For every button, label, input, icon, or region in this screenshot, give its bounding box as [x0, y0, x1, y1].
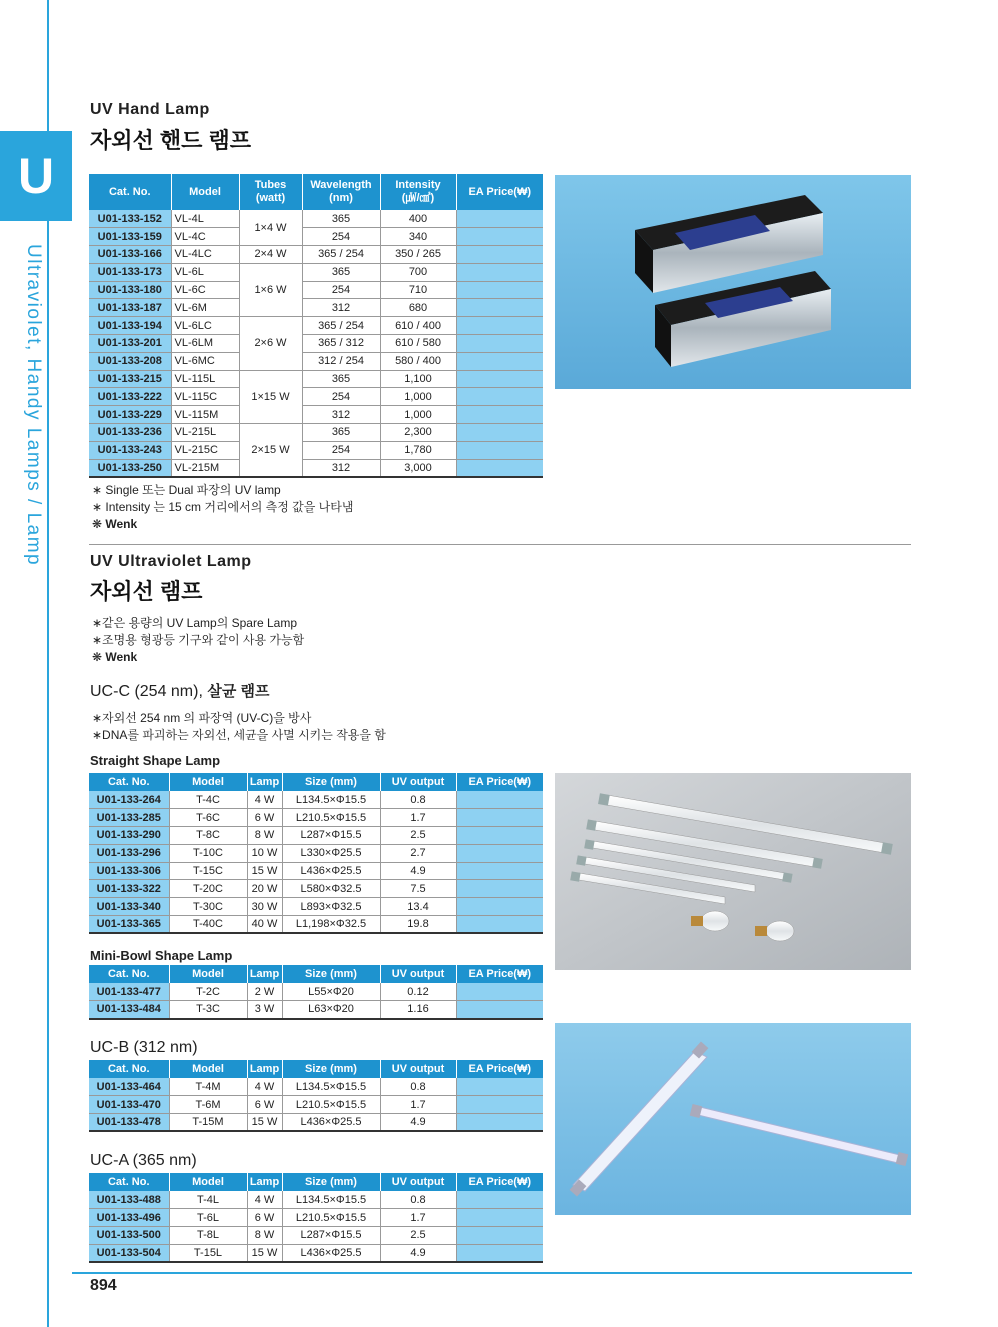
cat-no: U01-133-215	[89, 370, 171, 388]
model: VL-6C	[171, 281, 239, 299]
size: L287×Φ15.5	[282, 827, 380, 845]
intensity: 400	[380, 210, 456, 228]
section-tab: U	[0, 131, 72, 221]
cat-no: U01-133-464	[89, 1078, 169, 1096]
table-row	[89, 1114, 543, 1132]
uv-output: 1.7	[380, 809, 456, 827]
lamp-watt: 10 W	[247, 844, 282, 862]
cat-no: U01-133-285	[89, 809, 169, 827]
cat-no: U01-133-187	[89, 299, 171, 317]
price	[456, 1114, 543, 1132]
lamp-watt: 6 W	[247, 1096, 282, 1114]
lamp-watt: 20 W	[247, 880, 282, 898]
uv-output: 0.12	[380, 983, 456, 1001]
uv-output: 4.9	[380, 862, 456, 880]
col-model: Model	[169, 1173, 247, 1191]
note: ∗ Intensity 는 15 cm 거리에서의 측정 값을 나타냄	[92, 500, 354, 514]
col-size: Size (mm)	[282, 965, 380, 983]
intensity: 580 / 400	[380, 352, 456, 370]
cat-no: U01-133-322	[89, 880, 169, 898]
size: L63×Φ20	[282, 1001, 380, 1019]
ucb-table	[89, 1060, 543, 1132]
model: T-2C	[169, 983, 247, 1001]
side-section-label: Ultraviolet, Handy Lamps / Lamp	[23, 244, 44, 567]
price	[456, 983, 543, 1001]
model: VL-6M	[171, 299, 239, 317]
model: T-4C	[169, 791, 247, 809]
table-row	[89, 299, 543, 317]
cat-no: U01-133-306	[89, 862, 169, 880]
table-row	[89, 228, 543, 246]
col-price: EA Price(₩)	[456, 1060, 543, 1078]
price	[456, 1191, 543, 1209]
model: VL-115M	[171, 406, 239, 424]
model: T-6C	[169, 809, 247, 827]
intensity: 350 / 265	[380, 246, 456, 264]
table-row	[89, 983, 543, 1001]
model: VL-215L	[171, 424, 239, 442]
table-row	[89, 388, 543, 406]
uv-output: 2.7	[380, 844, 456, 862]
wavelength: 365 / 254	[302, 317, 380, 335]
cat-no: U01-133-264	[89, 791, 169, 809]
intensity: 680	[380, 299, 456, 317]
lamp-watt: 15 W	[247, 1244, 282, 1262]
cat-no: U01-133-201	[89, 335, 171, 353]
ucc-title-ko: 살균 램프	[207, 683, 270, 700]
lamp-watt: 4 W	[247, 791, 282, 809]
table-row	[89, 809, 543, 827]
col-cat: Cat. No.	[89, 773, 169, 791]
wavelength: 365	[302, 210, 380, 228]
model: T-30C	[169, 898, 247, 916]
cat-no: U01-133-484	[89, 1001, 169, 1019]
uv-output: 4.9	[380, 1244, 456, 1262]
model: VL-6LM	[171, 335, 239, 353]
model: VL-215M	[171, 459, 239, 477]
col-intensity: Intensity (㎼/㎠)	[380, 174, 456, 210]
uv-output: 0.8	[380, 1191, 456, 1209]
price	[456, 844, 543, 862]
cat-no: U01-133-478	[89, 1114, 169, 1132]
price	[456, 352, 543, 370]
model: T-15M	[169, 1114, 247, 1132]
wavelength: 312	[302, 406, 380, 424]
uv-lamp-title-ko: 자외선 램프	[90, 579, 203, 604]
ucc-title	[90, 680, 270, 701]
table-row	[89, 1191, 543, 1209]
model: T-4M	[169, 1078, 247, 1096]
size: L580×Φ32.5	[282, 880, 380, 898]
price	[456, 1078, 543, 1096]
brand-note: ❋ Wenk	[92, 650, 138, 664]
price	[456, 317, 543, 335]
price	[456, 898, 543, 916]
price	[456, 1096, 543, 1114]
table-row	[89, 352, 543, 370]
cat-no: U01-133-477	[89, 983, 169, 1001]
price	[456, 406, 543, 424]
cat-no: U01-133-222	[89, 388, 171, 406]
note: ∗조명용 형광등 기구와 같이 사용 가능함	[92, 633, 305, 647]
col-uv: UV output	[380, 1060, 456, 1078]
price	[456, 335, 543, 353]
size: L210.5×Φ15.5	[282, 1096, 380, 1114]
table-row	[89, 459, 543, 477]
cat-no: U01-133-236	[89, 424, 171, 442]
model: VL-115C	[171, 388, 239, 406]
model: VL-115L	[171, 370, 239, 388]
price	[456, 1244, 543, 1262]
wavelength: 365	[302, 263, 380, 281]
hand-lamp-title-ko: 자외선 핸드 램프	[90, 128, 251, 153]
tubes: 1×6 W	[239, 263, 302, 316]
table-row	[89, 862, 543, 880]
table-row	[89, 916, 543, 934]
cat-no: U01-133-470	[89, 1096, 169, 1114]
intensity: 2,300	[380, 424, 456, 442]
size: L134.5×Φ15.5	[282, 1078, 380, 1096]
col-cat: Cat. No.	[89, 965, 169, 983]
intensity: 1,780	[380, 441, 456, 459]
wavelength: 365	[302, 370, 380, 388]
table-row	[89, 317, 543, 335]
table-row	[89, 263, 543, 281]
uv-tubes-photo	[555, 1023, 911, 1215]
size: L210.5×Φ15.5	[282, 809, 380, 827]
note: ∗같은 용량의 UV Lamp의 Spare Lamp	[92, 616, 298, 630]
col-wavelength: Wavelength (nm)	[302, 174, 380, 210]
price	[456, 880, 543, 898]
table-row	[89, 370, 543, 388]
lamp-watt: 2 W	[247, 983, 282, 1001]
table-row	[89, 1227, 543, 1245]
wavelength: 365	[302, 424, 380, 442]
model: T-6L	[169, 1209, 247, 1227]
cat-no: U01-133-504	[89, 1244, 169, 1262]
table-row	[89, 335, 543, 353]
lamp-watt: 3 W	[247, 1001, 282, 1019]
footer-line	[72, 1272, 912, 1274]
size: L1,198×Φ32.5	[282, 916, 380, 934]
lamp-watt: 30 W	[247, 898, 282, 916]
model: T-20C	[169, 880, 247, 898]
note: ∗ Single 또는 Dual 파장의 UV lamp	[92, 483, 281, 497]
col-model: Model	[169, 1060, 247, 1078]
hand-lamp-photo	[555, 175, 911, 389]
table-row	[89, 441, 543, 459]
uv-output: 1.7	[380, 1209, 456, 1227]
uv-output: 0.8	[380, 791, 456, 809]
intensity: 710	[380, 281, 456, 299]
tubes: 2×15 W	[239, 424, 302, 477]
cat-no: U01-133-340	[89, 898, 169, 916]
lamp-watt: 8 W	[247, 827, 282, 845]
intensity: 610 / 580	[380, 335, 456, 353]
cat-no: U01-133-250	[89, 459, 171, 477]
cat-no: U01-133-159	[89, 228, 171, 246]
size: L436×Φ25.5	[282, 1114, 380, 1132]
lamp-watt: 15 W	[247, 1114, 282, 1132]
model: VL-6MC	[171, 352, 239, 370]
uv-output: 7.5	[380, 880, 456, 898]
price	[456, 809, 543, 827]
model: VL-4C	[171, 228, 239, 246]
ucc-notes	[92, 710, 386, 744]
cat-no: U01-133-365	[89, 916, 169, 934]
col-lamp: Lamp	[247, 965, 282, 983]
col-price: EA Price(₩)	[456, 1173, 543, 1191]
size: L330×Φ25.5	[282, 844, 380, 862]
col-uv: UV output	[380, 1173, 456, 1191]
cat-no: U01-133-229	[89, 406, 171, 424]
model: VL-6L	[171, 263, 239, 281]
table-row	[89, 1244, 543, 1262]
model: VL-6LC	[171, 317, 239, 335]
col-size: Size (mm)	[282, 1060, 380, 1078]
model: T-40C	[169, 916, 247, 934]
size: L436×Φ25.5	[282, 1244, 380, 1262]
uv-output: 1.7	[380, 1096, 456, 1114]
price	[456, 210, 543, 228]
intensity: 1,100	[380, 370, 456, 388]
model: T-8C	[169, 827, 247, 845]
tubes: 2×4 W	[239, 246, 302, 264]
intensity: 700	[380, 263, 456, 281]
col-price: EA Price(₩)	[456, 174, 543, 210]
price	[456, 791, 543, 809]
col-cat: Cat. No.	[89, 1173, 169, 1191]
model: VL-215C	[171, 441, 239, 459]
straight-lamps-photo	[555, 773, 911, 970]
col-model: Model	[169, 773, 247, 791]
price	[456, 1227, 543, 1245]
intensity: 610 / 400	[380, 317, 456, 335]
intensity: 340	[380, 228, 456, 246]
table-row	[89, 1096, 543, 1114]
tubes: 1×15 W	[239, 370, 302, 423]
uv-output: 19.8	[380, 916, 456, 934]
lamp-watt: 4 W	[247, 1191, 282, 1209]
table-row	[89, 281, 543, 299]
price	[456, 441, 543, 459]
uv-lamp-title-en: UV Ultraviolet Lamp	[90, 553, 252, 570]
uv-output: 0.8	[380, 1078, 456, 1096]
col-uv: UV output	[380, 773, 456, 791]
lamp-watt: 4 W	[247, 1078, 282, 1096]
intensity: 1,000	[380, 388, 456, 406]
table-row	[89, 880, 543, 898]
size: L55×Φ20	[282, 983, 380, 1001]
uv-output: 13.4	[380, 898, 456, 916]
note: ∗DNA를 파괴하는 자외선, 세균을 사멸 시키는 작용을 함	[92, 728, 386, 742]
uv-lamp-notes	[92, 615, 304, 666]
col-size: Size (mm)	[282, 1173, 380, 1191]
lamp-watt: 8 W	[247, 1227, 282, 1245]
lamp-watt: 6 W	[247, 809, 282, 827]
size: L134.5×Φ15.5	[282, 1191, 380, 1209]
cat-no: U01-133-243	[89, 441, 171, 459]
wavelength: 254	[302, 388, 380, 406]
straight-lamp-title: Straight Shape Lamp	[90, 753, 221, 768]
model: T-15L	[169, 1244, 247, 1262]
mini-bowl-title: Mini-Bowl Shape Lamp	[90, 948, 233, 963]
model: VL-4L	[171, 210, 239, 228]
model: T-3C	[169, 1001, 247, 1019]
table-row	[89, 1078, 543, 1096]
size: L134.5×Φ15.5	[282, 791, 380, 809]
note: ∗자외선 254 nm 의 파장역 (UV-C)을 방사	[92, 711, 312, 725]
hand-lamp-title-en: UV Hand Lamp	[90, 101, 210, 118]
uca-title: UC-A (365 nm)	[90, 1152, 197, 1169]
col-cat: Cat. No.	[89, 174, 171, 210]
cat-no: U01-133-173	[89, 263, 171, 281]
wavelength: 312	[302, 299, 380, 317]
price	[456, 246, 543, 264]
price	[456, 862, 543, 880]
table-row	[89, 844, 543, 862]
lamp-watt: 40 W	[247, 916, 282, 934]
uv-output: 2.5	[380, 827, 456, 845]
col-lamp: Lamp	[247, 1060, 282, 1078]
model: T-4L	[169, 1191, 247, 1209]
size: L436×Φ25.5	[282, 862, 380, 880]
col-model: Model	[171, 174, 239, 210]
cat-no: U01-133-180	[89, 281, 171, 299]
cat-no: U01-133-152	[89, 210, 171, 228]
price	[456, 299, 543, 317]
price	[456, 281, 543, 299]
cat-no: U01-133-500	[89, 1227, 169, 1245]
tubes: 1×4 W	[239, 210, 302, 246]
price	[456, 916, 543, 934]
table-row	[89, 1209, 543, 1227]
col-cat: Cat. No.	[89, 1060, 169, 1078]
cat-no: U01-133-194	[89, 317, 171, 335]
price	[456, 1001, 543, 1019]
price	[456, 1209, 543, 1227]
model: VL-4LC	[171, 246, 239, 264]
price	[456, 459, 543, 477]
wavelength: 254	[302, 228, 380, 246]
cat-no: U01-133-166	[89, 246, 171, 264]
wavelength: 365 / 312	[302, 335, 380, 353]
intensity: 1,000	[380, 406, 456, 424]
mini-bowl-table	[89, 965, 543, 1020]
price	[456, 263, 543, 281]
price	[456, 827, 543, 845]
model: T-15C	[169, 862, 247, 880]
price	[456, 370, 543, 388]
uca-table	[89, 1173, 543, 1263]
wavelength: 312	[302, 459, 380, 477]
table-row	[89, 898, 543, 916]
lamp-watt: 6 W	[247, 1209, 282, 1227]
price	[456, 424, 543, 442]
price	[456, 388, 543, 406]
col-lamp: Lamp	[247, 1173, 282, 1191]
wavelength: 254	[302, 441, 380, 459]
model: T-10C	[169, 844, 247, 862]
ucc-title-en: UC-C (254 nm),	[90, 683, 208, 700]
table-row	[89, 406, 543, 424]
col-price: EA Price(₩)	[456, 965, 543, 983]
hand-lamp-table	[89, 174, 543, 478]
col-tubes: Tubes (watt)	[239, 174, 302, 210]
wavelength: 365 / 254	[302, 246, 380, 264]
page-number: 894	[90, 1277, 117, 1294]
wavelength: 312 / 254	[302, 352, 380, 370]
model: T-6M	[169, 1096, 247, 1114]
brand-note: ❋ Wenk	[92, 517, 138, 531]
col-size: Size (mm)	[282, 773, 380, 791]
table-row	[89, 1001, 543, 1019]
table-row	[89, 246, 543, 264]
intensity: 3,000	[380, 459, 456, 477]
size: L210.5×Φ15.5	[282, 1209, 380, 1227]
cat-no: U01-133-296	[89, 844, 169, 862]
table-row	[89, 424, 543, 442]
wavelength: 254	[302, 281, 380, 299]
hand-lamp-notes	[92, 482, 353, 533]
model: T-8L	[169, 1227, 247, 1245]
uv-output: 4.9	[380, 1114, 456, 1132]
price	[456, 228, 543, 246]
table-row	[89, 791, 543, 809]
table-row	[89, 210, 543, 228]
col-lamp: Lamp	[247, 773, 282, 791]
uv-output: 2.5	[380, 1227, 456, 1245]
tubes: 2×6 W	[239, 317, 302, 370]
size: L893×Φ32.5	[282, 898, 380, 916]
cat-no: U01-133-290	[89, 827, 169, 845]
cat-no: U01-133-488	[89, 1191, 169, 1209]
size: L287×Φ15.5	[282, 1227, 380, 1245]
cat-no: U01-133-208	[89, 352, 171, 370]
section-divider	[89, 544, 911, 545]
col-price: EA Price(₩)	[456, 773, 543, 791]
straight-lamp-table	[89, 773, 543, 934]
ucb-title: UC-B (312 nm)	[90, 1039, 198, 1056]
uv-output: 1.16	[380, 1001, 456, 1019]
col-uv: UV output	[380, 965, 456, 983]
table-row	[89, 827, 543, 845]
lamp-watt: 15 W	[247, 862, 282, 880]
col-model: Model	[169, 965, 247, 983]
cat-no: U01-133-496	[89, 1209, 169, 1227]
